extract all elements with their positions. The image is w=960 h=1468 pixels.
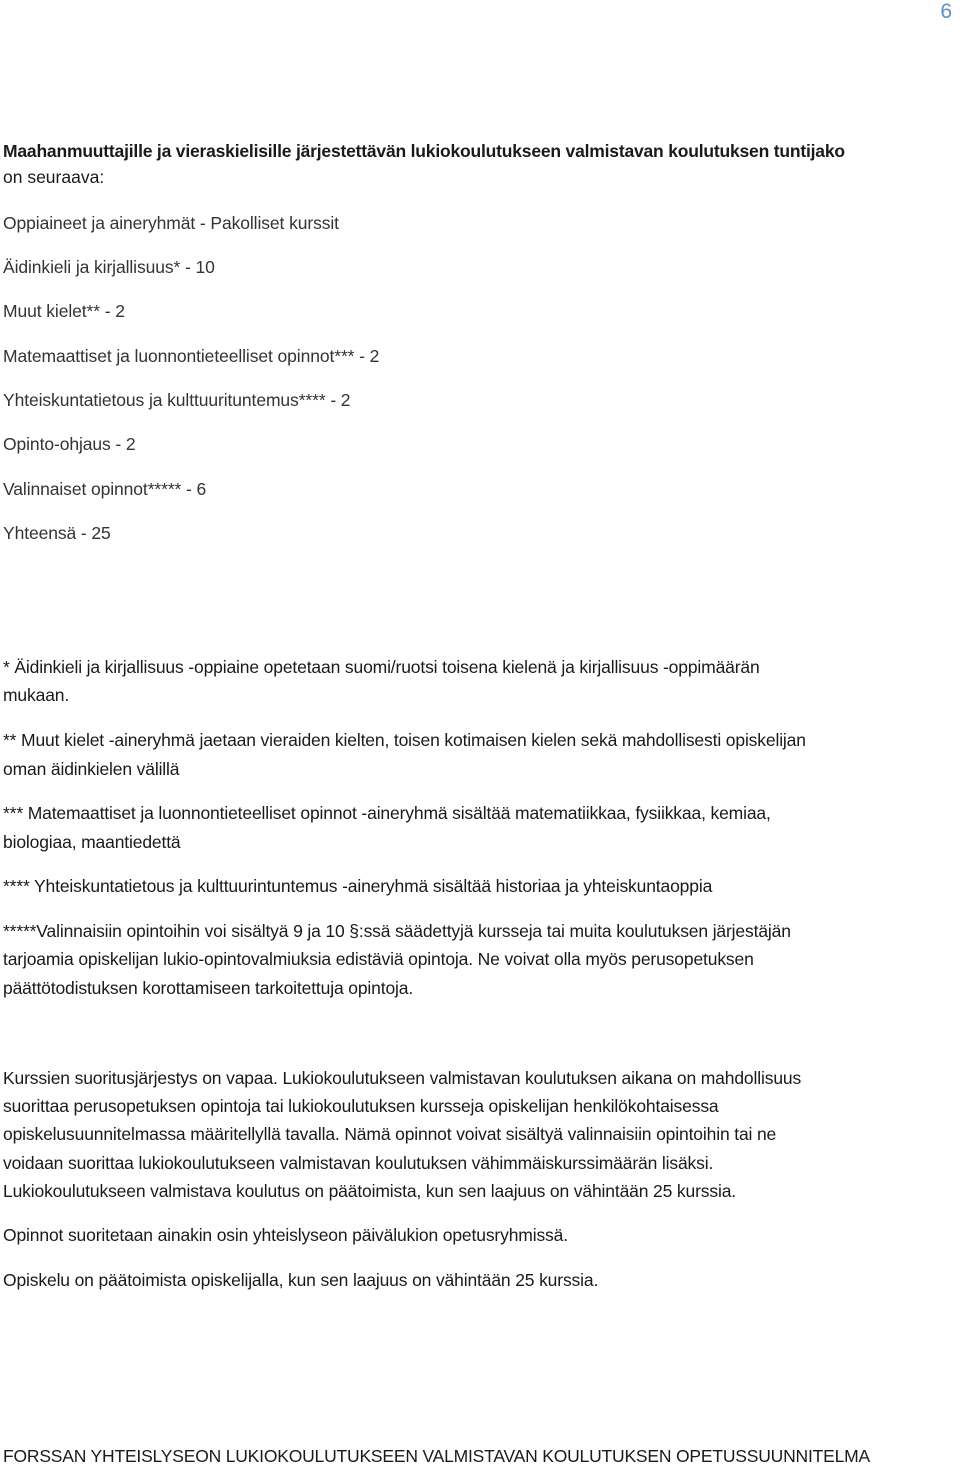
order-paragraph-line-2: suorittaa perusopetuksen opintoja tai lukiokoulutuksen kursseja opiskelijan henkilökohtaisessa xyxy=(3,1096,719,1116)
footnote-5-line-1: *****Valinnaisiin opintoihin voi sisältyä 9 ja 10 §:ssä säädettyjä kursseja tai muita koulutuksen järjestäjän xyxy=(3,921,791,941)
order-paragraph-line-4: voidaan suorittaa lukiokoulutukseen valmistavan koulutuksen vähimmäiskurssimäärän lisäksi. xyxy=(3,1153,714,1173)
fulltime-paragraph: Opiskelu on päätoimista opiskelijalla, kun sen laajuus on vähintään 25 kurssia. xyxy=(3,1270,599,1290)
footnote-3-line-1: *** Matemaattiset ja luonnontieteelliset opinnot -aineryhmä sisältää matematiikkaa, fysiikkaa, kemiaa, xyxy=(3,803,771,823)
footnote-2-line-2: oman äidinkielen välillä xyxy=(3,759,180,779)
subject-row: Valinnaiset opinnot***** - 6 xyxy=(3,479,207,499)
subject-row: Matemaattiset ja luonnontieteelliset opinnot*** - 2 xyxy=(3,346,380,366)
subject-row: Äidinkieli ja kirjallisuus* - 10 xyxy=(3,257,215,277)
order-paragraph-line-1: Kurssien suoritusjärjestys on vapaa. Lukiokoulutukseen valmistavan koulutuksen aikana on mahdollisuus xyxy=(3,1068,802,1088)
intro-line-1: Maahanmuuttajille ja vieraskielisille järjestettävän lukiokoulutukseen valmistavan koulutuksen tuntijako xyxy=(3,141,845,161)
footnote-4-line-1: **** Yhteiskuntatietous ja kulttuurintuntemus -aineryhmä sisältää historiaa ja yhteiskuntaoppia xyxy=(3,876,713,896)
page-footer: FORSSAN YHTEISLYSEON LUKIOKOULUTUKSEEN VALMISTAVAN KOULUTUKSEN OPETUSSUUNNITELMA xyxy=(3,1446,870,1466)
subject-row: Yhteiskuntatietous ja kulttuurituntemus**** - 2 xyxy=(3,390,351,410)
footnote-5-line-3: päättötodistuksen korottamiseen tarkoitettuja opintoja. xyxy=(3,978,414,998)
footnote-1-line-1: * Äidinkieli ja kirjallisuus -oppiaine opetetaan suomi/ruotsi toisena kielenä ja kirjallisuus -oppimäärän xyxy=(3,657,760,677)
subjects-header: Oppiaineet ja aineryhmät - Pakolliset kurssit xyxy=(3,213,339,233)
footnote-5-line-2: tarjoamia opiskelijan lukio-opintovalmiuksia edistäviä opintoja. Ne voivat olla myös perusopetuksen xyxy=(3,949,754,969)
footnote-2-line-1: ** Muut kielet -aineryhmä jaetaan vieraiden kielten, toisen kotimaisen kielen sekä mahdollisesti opiskelijan xyxy=(3,730,806,750)
page-number: 6 xyxy=(940,0,952,23)
order-paragraph-line-3: opiskelusuunnitelmassa määritellyllä tavalla. Nämä opinnot voivat sisältyä valinnaisiin opintoihin tai ne xyxy=(3,1124,777,1144)
subject-row: Muut kielet** - 2 xyxy=(3,301,125,321)
intro-line-2: on seuraava: xyxy=(3,167,105,187)
group-paragraph: Opinnot suoritetaan ainakin osin yhteislyseon päivälukion opetusryhmissä. xyxy=(3,1225,568,1245)
order-paragraph-line-5: Lukiokoulutukseen valmistava koulutus on päätoimista, kun sen laajuus on vähintään 25 kurssia. xyxy=(3,1181,737,1201)
footnote-3-line-2: biologiaa, maantiedettä xyxy=(3,832,181,852)
subject-row: Opinto-ohjaus - 2 xyxy=(3,434,136,454)
footnote-1-line-2: mukaan. xyxy=(3,685,70,705)
subject-total: Yhteensä - 25 xyxy=(3,523,111,543)
